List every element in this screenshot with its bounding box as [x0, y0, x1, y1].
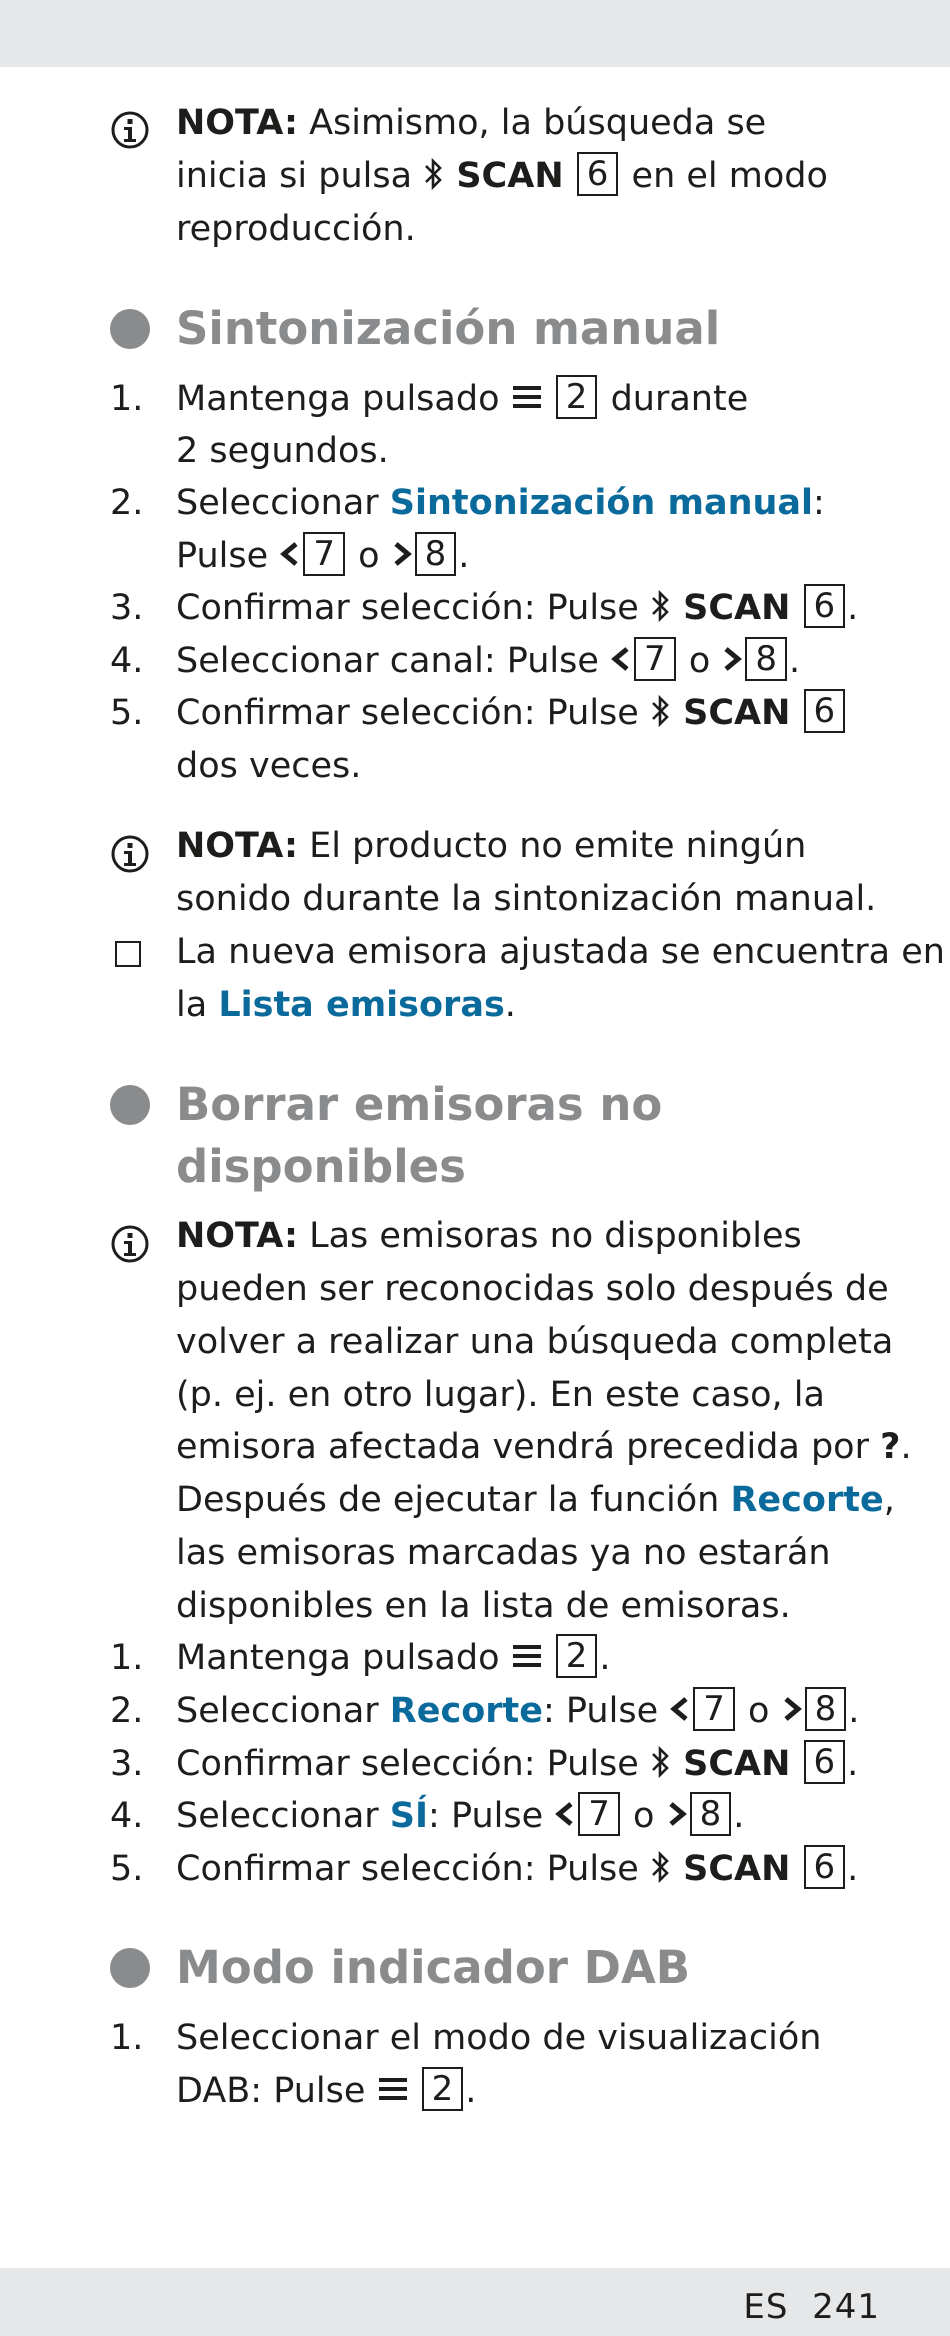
- section-heading-dab: Modo indicador DAB: [176, 1941, 691, 1994]
- step-text-part: Confirmar selección: Pulse: [176, 588, 639, 628]
- chevron-left-icon: [610, 644, 632, 674]
- key-7: 7: [634, 637, 676, 681]
- result-text: la: [176, 985, 208, 1025]
- section-bullet: [110, 1948, 150, 1988]
- chevron-right-icon: [781, 1694, 803, 1724]
- scan-label: SCAN: [683, 1849, 791, 1889]
- note-label: NOTA:: [176, 103, 298, 143]
- menu-icon: [511, 381, 543, 413]
- key-7: 7: [578, 1792, 620, 1836]
- note-line: pueden ser reconocidas solo después de: [176, 1269, 889, 1309]
- section-heading-delete-cont: disponibles: [176, 1140, 466, 1193]
- key-7: 7: [303, 532, 345, 576]
- key-6: 6: [804, 1845, 846, 1889]
- note-line: volver a realizar una búsqueda completa: [176, 1322, 894, 1362]
- key-6: 6: [804, 1740, 846, 1784]
- or-text: o: [633, 1796, 655, 1836]
- step-number: 5.: [110, 693, 144, 733]
- chevron-right-icon: [721, 644, 743, 674]
- info-circle-icon: [110, 1224, 150, 1264]
- info-circle-icon: [110, 110, 150, 150]
- note-text: El producto no emite ningún: [309, 826, 807, 866]
- result-line: La nueva emisora ajustada se encuentra en: [176, 932, 945, 972]
- chevron-right-icon: [391, 539, 413, 569]
- key-8: 8: [415, 532, 457, 576]
- note-text: reproducción.: [176, 209, 416, 249]
- note-line: disponibles en la lista de emisoras.: [176, 1586, 791, 1626]
- step-text: Seleccionar canal: Pulse 7 o 8 .: [176, 639, 801, 681]
- step-text: 2 segundos.: [176, 431, 389, 471]
- step-text: [176, 687, 847, 740]
- key-8: 8: [805, 1687, 847, 1731]
- key-6: 6: [577, 152, 619, 196]
- step-text: DAB: Pulse 2 .: [176, 2069, 477, 2111]
- step-number: 1.: [110, 2018, 144, 2058]
- step-text: Mantenga pulsado 2 .: [176, 1636, 611, 1678]
- key-8: 8: [690, 1792, 732, 1836]
- page-number: [743, 2287, 880, 2327]
- step-text: Seleccionar SÍ: Pulse 7 o 8 .: [176, 1794, 745, 1836]
- step-text: Confirmar selección: Pulse SCAN 6 .: [176, 1847, 859, 1889]
- note-label: NOTA:: [176, 826, 298, 866]
- key-6: 6: [804, 689, 846, 733]
- key-2: 2: [556, 375, 598, 419]
- step-text: Seleccionar Recorte: Pulse 7 o 8 .: [176, 1689, 860, 1731]
- step-text-part: Seleccionar: [176, 1691, 379, 1731]
- menu-term: Sintonización manual: [389, 483, 814, 523]
- step-text-part: Seleccionar canal: Pulse: [176, 641, 599, 681]
- section-bullet: [110, 309, 150, 349]
- note-line: (p. ej. en otro lugar). En este caso, la: [176, 1375, 825, 1415]
- step-text-part: Seleccionar: [176, 483, 379, 523]
- note-line: sonido durante la sintonización manual.: [176, 879, 877, 919]
- page-number-value: 241: [812, 2287, 880, 2327]
- note-text: ,: [883, 1480, 895, 1520]
- step-text: Confirmar selección: Pulse SCAN 6 .: [176, 1742, 859, 1784]
- note-text: Asimismo, la búsqueda se: [309, 103, 767, 143]
- bluetooth-icon: [423, 157, 445, 191]
- step-number: 1.: [110, 379, 144, 419]
- scan-label: SCAN: [683, 693, 791, 733]
- chevron-left-icon: [669, 1694, 691, 1724]
- menu-term: SÍ: [389, 1796, 429, 1836]
- scan-label: SCAN: [456, 156, 564, 196]
- menu-icon: [377, 2073, 409, 2105]
- step-number: 5.: [110, 1849, 144, 1889]
- bluetooth-icon: [650, 589, 672, 623]
- step-number: 1.: [110, 1638, 144, 1678]
- menu-term: Recorte: [389, 1691, 544, 1731]
- menu-term: Lista emisoras: [218, 985, 505, 1025]
- note-line: emisora afectada vendrá precedida por ?.: [176, 1427, 912, 1467]
- step-text-part: :: [813, 483, 825, 523]
- section-heading-manual: Sintonización manual: [176, 302, 721, 355]
- note-line: [176, 203, 416, 256]
- step-number: 3.: [110, 1744, 144, 1784]
- key-6: 6: [804, 584, 846, 628]
- page-lang: ES: [743, 2287, 789, 2327]
- or-text: o: [358, 536, 380, 576]
- or-text: o: [688, 641, 711, 681]
- step-text-part: Confirmar selección: Pulse: [176, 693, 639, 733]
- step-text: [176, 477, 825, 530]
- key-2: 2: [422, 2067, 464, 2111]
- chevron-right-icon: [666, 1799, 688, 1829]
- or-text: o: [748, 1691, 770, 1731]
- scan-label: SCAN: [683, 1744, 791, 1784]
- note-line: [176, 1474, 895, 1527]
- note-text: Las emisoras no disponibles: [309, 1216, 802, 1256]
- note-line: [176, 1210, 802, 1263]
- step-text: Confirmar selección: Pulse SCAN 6 .: [176, 586, 859, 628]
- result-checkbox-icon: [115, 941, 141, 967]
- section-heading-delete: Borrar emisoras no: [176, 1078, 663, 1131]
- note-line: [176, 97, 766, 150]
- note-label: NOTA:: [176, 1216, 298, 1256]
- step-number: 2.: [110, 483, 144, 523]
- step-number: 4.: [110, 641, 144, 681]
- step-text-part: DAB: Pulse: [176, 2071, 366, 2111]
- bluetooth-icon: [650, 694, 672, 728]
- step-text-part: durante: [610, 379, 749, 419]
- key-2: 2: [556, 1634, 598, 1678]
- bluetooth-icon: [650, 1745, 672, 1779]
- step-text: Pulse 7 o 8 .: [176, 534, 470, 576]
- bluetooth-icon: [650, 1850, 672, 1884]
- step-text: dos veces.: [176, 746, 362, 786]
- step-number: 3.: [110, 588, 144, 628]
- info-circle-icon: [110, 834, 150, 874]
- note-text: en el modo: [631, 156, 828, 196]
- menu-icon: [511, 1640, 543, 1672]
- result-text: .: [504, 985, 516, 1025]
- section-bullet: [110, 1085, 150, 1125]
- step-text-part: Pulse: [176, 536, 269, 576]
- chevron-left-icon: [279, 539, 301, 569]
- step-text-part: : Pulse: [543, 1691, 659, 1731]
- scan-label: SCAN: [683, 588, 791, 628]
- step-number: 4.: [110, 1796, 144, 1836]
- chevron-left-icon: [554, 1799, 576, 1829]
- note-text: emisora afectada vendrá precedida por: [176, 1427, 869, 1467]
- step-text-part: : Pulse: [428, 1796, 544, 1836]
- step-text-part: Mantenga pulsado: [176, 379, 500, 419]
- step-text-part: Seleccionar: [176, 1796, 379, 1836]
- step-text-part: Confirmar selección: Pulse: [176, 1849, 639, 1889]
- result-line: [176, 979, 516, 1032]
- note-text: Después de ejecutar la función: [176, 1480, 720, 1520]
- menu-term: Recorte: [730, 1480, 884, 1520]
- note-line: [176, 150, 828, 203]
- step-text-part: Confirmar selección: Pulse: [176, 1744, 639, 1784]
- note-text: inicia si pulsa: [176, 156, 413, 196]
- step-text: Seleccionar el modo de visualización: [176, 2018, 822, 2058]
- note-line: [176, 820, 806, 873]
- top-bar: [0, 0, 950, 67]
- key-7: 7: [693, 1687, 735, 1731]
- note-line: las emisoras marcadas ya no estarán: [176, 1533, 831, 1573]
- step-number: 2.: [110, 1691, 144, 1731]
- question-mark: ?: [880, 1427, 901, 1467]
- key-8: 8: [745, 637, 787, 681]
- step-text: [176, 373, 748, 426]
- step-text-part: Mantenga pulsado: [176, 1638, 500, 1678]
